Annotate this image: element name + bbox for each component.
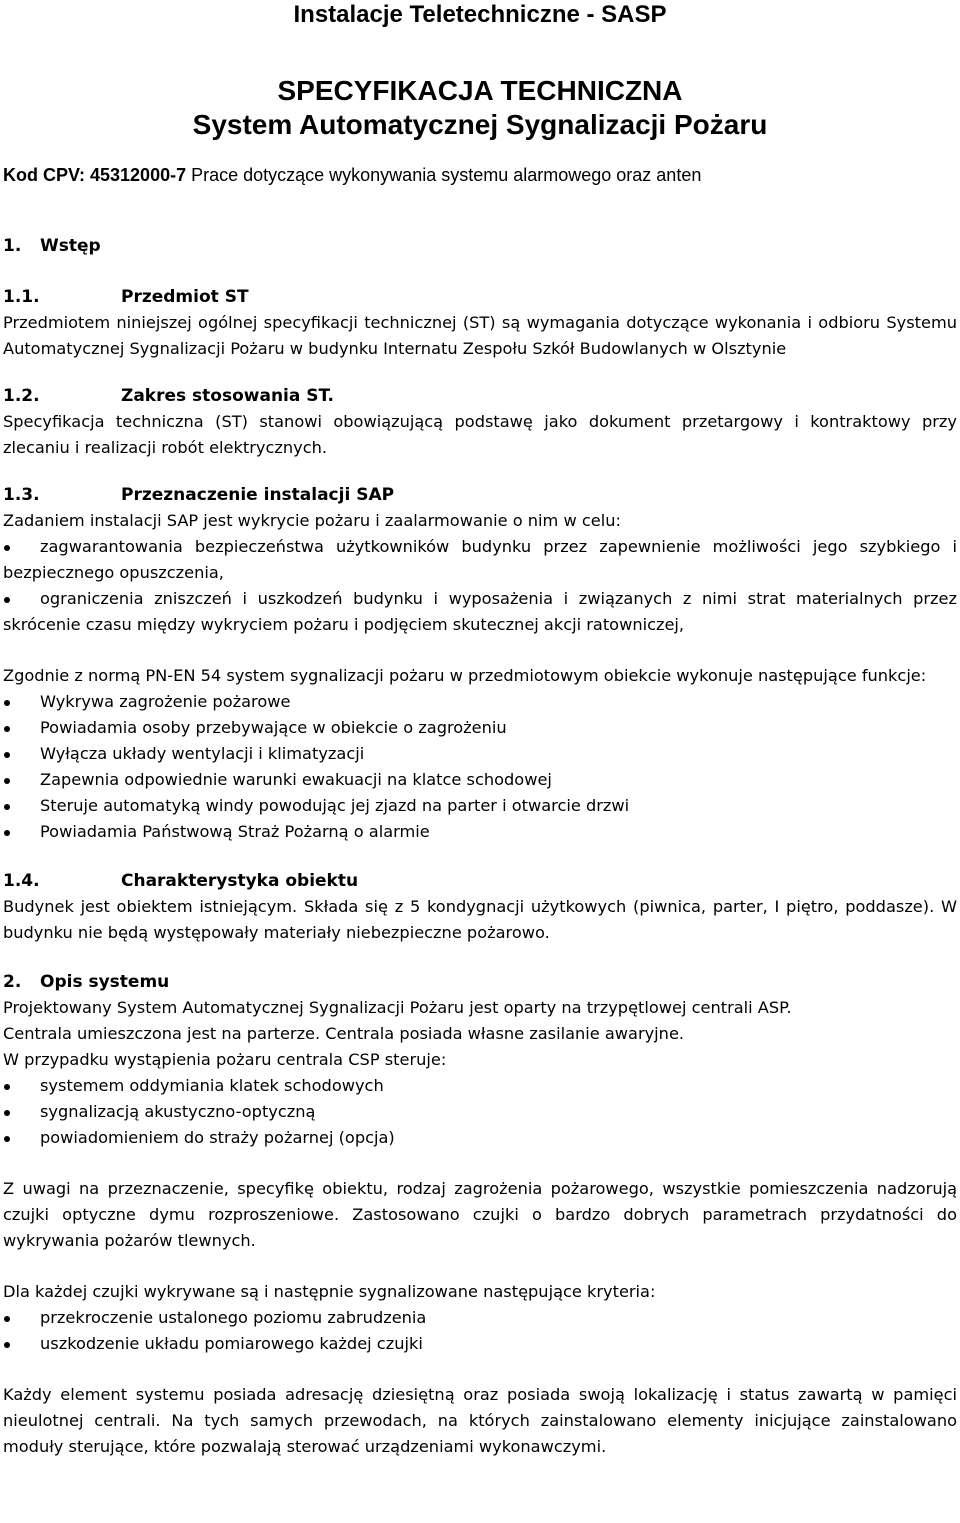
list-item xyxy=(3,689,957,715)
bullet-icon xyxy=(4,700,10,706)
bullet-icon xyxy=(4,1342,10,1348)
functions-list xyxy=(3,689,957,845)
list-item xyxy=(3,1073,957,1099)
criterion-text: uszkodzenie układu pomiarowego każdej czujki xyxy=(40,1334,423,1353)
spec-title: SPECYFIKACJA TECHNICZNA xyxy=(277,75,683,106)
list-item xyxy=(3,1125,957,1151)
section-2-p4: Z uwagi na przeznaczenie, specyfikę obiektu, rodzaj zagrożenia pożarowego, wszystkie pomieszczenia nadzorują czujki optyczne dymu rozproszeniowe. Zastosowano czujki o bardzo dobrych parametrach przydatności do wykrywania pożarów tlewnych. xyxy=(3,1179,957,1250)
section-1-2-heading xyxy=(3,383,957,409)
section-2-p6: Każdy element systemu posiada adresację dziesiętną oraz posiada swoją lokalizację i status zawartą w pamięci nieulotnej centrali. Na tych samych przewodach, na których zainstalowano elementy inicjujące zainstalowano moduły sterujące, które pozwalają sterować urządzeniami wykonawczymi. xyxy=(3,1385,957,1456)
control-text: systemem oddymiania klatek schodowych xyxy=(40,1076,384,1095)
criterion-text: przekroczenie ustalonego poziomu zabrudzenia xyxy=(40,1308,427,1327)
section-1-3-title: Przeznaczenie instalacji SAP xyxy=(121,485,395,505)
section-1-1-title: Przedmiot ST xyxy=(121,287,249,307)
criteria-list xyxy=(3,1305,957,1357)
section-1-3-number: 1.3. xyxy=(3,485,40,505)
section-1-4-number: 1.4. xyxy=(3,871,40,891)
section-1-4-title: Charakterystyka obiektu xyxy=(121,871,359,891)
list-item xyxy=(3,767,957,793)
bullet-icon xyxy=(4,1084,10,1090)
bullet-icon xyxy=(4,778,10,784)
document-page xyxy=(3,0,957,1460)
bullet-icon xyxy=(4,545,10,551)
bullet-icon xyxy=(4,726,10,732)
bullet-icon xyxy=(4,830,10,836)
goals-list xyxy=(3,534,957,638)
section-1-1-heading xyxy=(3,284,957,310)
bullet-icon xyxy=(4,804,10,810)
bullet-icon xyxy=(4,597,10,603)
section-2-p3: W przypadku wystąpienia pożaru centrala CSP steruje: xyxy=(3,1050,447,1069)
cpv-code: Kod CPV: 45312000-7 xyxy=(3,165,187,185)
function-text: Steruje automatyką windy powodując jej zjazd na parter i otwarcie drzwi xyxy=(40,796,630,815)
list-item xyxy=(3,586,957,638)
spec-subtitle: System Automatycznej Sygnalizacji Pożaru xyxy=(192,109,768,140)
cpv-line xyxy=(3,164,957,186)
list-item xyxy=(3,1331,957,1357)
section-1-1-number: 1.1. xyxy=(3,287,40,307)
section-2-title: Opis systemu xyxy=(40,972,170,992)
list-item xyxy=(3,793,957,819)
goal-text: ograniczenia zniszczeń i uszkodzeń budynku i wyposażenia i związanych z nimi strat materialnych przez skrócenie czasu między wykryciem pożaru i podjęciem skutecznej akcji ratowniczej, xyxy=(3,589,957,634)
bullet-icon xyxy=(4,1136,10,1142)
section-1-heading xyxy=(3,233,957,259)
section-2-number: 2. xyxy=(3,972,22,992)
list-item xyxy=(3,819,957,845)
section-1-2-number: 1.2. xyxy=(3,386,40,406)
section-1-1-text: Przedmiotem niniejszej ogólnej specyfikacji technicznej (ST) są wymagania dotyczące wykonania i odbioru Systemu Automatycznej Sygnalizacji Pożaru w budynku Internatu Zespołu Szkół Budowlanych w Olsztynie xyxy=(3,313,957,358)
document-top-title: Instalacje Teletechniczne - SASP xyxy=(293,1,667,28)
section-1-4-text: Budynek jest obiektem istniejącym. Składa się z 5 kondygnacji użytkowych (piwnica, parter, I piętro, poddasze). W budynku nie będą występowały materiały niebezpieczne pożarowo. xyxy=(3,897,957,942)
norm-paragraph: Zgodnie z normą PN-EN 54 system sygnalizacji pożaru w przedmiotowym obiekcie wykonuje następujące funkcje: xyxy=(3,666,927,685)
section-1-2-text: Specyfikacja techniczna (ST) stanowi obowiązującą podstawę jako dokument przetargowy i kontraktowy przy zlecaniu i realizacji robót elektrycznych. xyxy=(3,412,957,457)
bullet-icon xyxy=(4,1316,10,1322)
list-item xyxy=(3,715,957,741)
section-1-title: Wstęp xyxy=(40,236,101,256)
section-1-4-heading xyxy=(3,868,957,894)
control-text: sygnalizacją akustyczno-optyczną xyxy=(40,1102,316,1121)
section-1-3-intro: Zadaniem instalacji SAP jest wykrycie pożaru i zaalarmowanie o nim w celu: xyxy=(3,511,621,530)
list-item xyxy=(3,1099,957,1125)
list-item xyxy=(3,1305,957,1331)
function-text: Wyłącza układy wentylacji i klimatyzacji xyxy=(40,744,365,763)
goal-text: zagwarantowania bezpieczeństwa użytkowników budynku przez zapewnienie możliwości jego szybkiego i bezpiecznego opuszczenia, xyxy=(3,537,957,582)
cpv-description: Prace dotyczące wykonywania systemu alarmowego oraz anten xyxy=(186,165,702,185)
function-text: Zapewnia odpowiednie warunki ewakuacji na klatce schodowej xyxy=(40,770,552,789)
section-1-number: 1. xyxy=(3,236,22,256)
section-2-heading xyxy=(3,969,957,995)
section-2-p1: Projektowany System Automatycznej Sygnalizacji Pożaru jest oparty na trzypętlowej centrali ASP. xyxy=(3,998,792,1017)
function-text: Powiadamia Państwową Straż Pożarną o alarmie xyxy=(40,822,430,841)
section-2-p2: Centrala umieszczona jest na parterze. Centrala posiada własne zasilanie awaryjne. xyxy=(3,1024,685,1043)
section-1-2-title: Zakres stosowania ST. xyxy=(121,386,334,406)
control-text: powiadomieniem do straży pożarnej (opcja) xyxy=(40,1128,395,1147)
section-1-3-heading xyxy=(3,482,957,508)
bullet-icon xyxy=(4,752,10,758)
list-item xyxy=(3,741,957,767)
bullet-icon xyxy=(4,1110,10,1116)
function-text: Powiadamia osoby przebywające w obiekcie o zagrożeniu xyxy=(40,718,507,737)
function-text: Wykrywa zagrożenie pożarowe xyxy=(40,692,291,711)
controls-list xyxy=(3,1073,957,1151)
list-item xyxy=(3,534,957,586)
section-2-p5: Dla każdej czujki wykrywane są i następnie sygnalizowane następujące kryteria: xyxy=(3,1282,656,1301)
